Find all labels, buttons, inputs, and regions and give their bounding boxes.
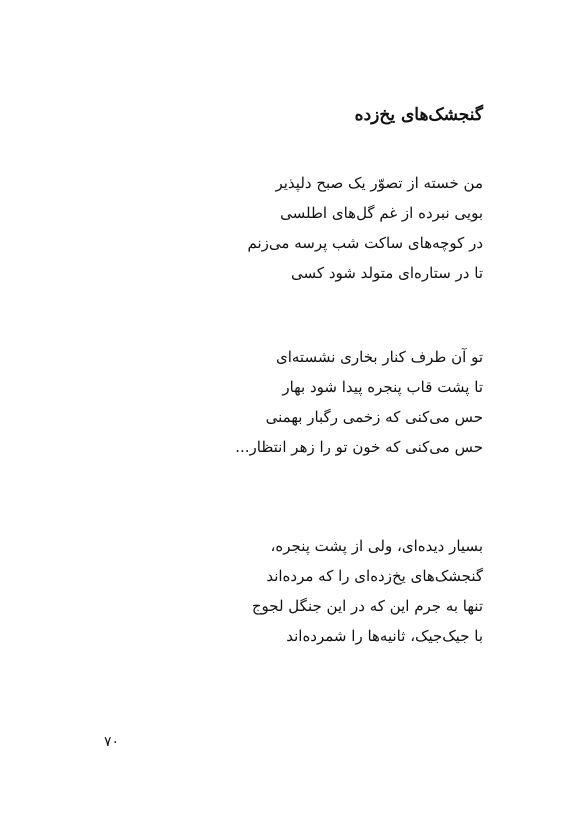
poem-line: حس می‌کنی که زخمی رگبار بهمنی	[265, 408, 483, 426]
poem-line: تو آن طرف کنار بخاری نشسته‌ای	[275, 348, 483, 366]
poem-title: گنجشک‌های یخ‌زده	[354, 105, 483, 125]
poem-line: بویی نبرده از غم گل‌های اطلسی	[280, 204, 483, 222]
poem-line: گنجشک‌های یخ‌زده‌ای را که مرده‌اند	[266, 567, 483, 585]
poem-line: بسیار دیده‌ای، ولی از پشت پنجره،	[270, 537, 483, 555]
poem-line: من خسته از تصوّر یک صبح دلپذیر	[275, 174, 483, 192]
poem-line: تا در ستاره‌ای متولد شود کسی	[291, 264, 483, 282]
stanza-1	[83, 168, 483, 288]
poem-line: با جیک‌جیک، ثانیه‌ها را شمرده‌اند	[286, 627, 483, 645]
page-number: ۷۰	[104, 734, 120, 750]
poem-line: تنها به جرم این که در این جنگل لجوج	[251, 597, 483, 615]
poem-line: تا پشت قاب پنجره پیدا شود بهار	[282, 378, 483, 396]
stanza-3	[83, 531, 483, 651]
poem-line: حس می‌کنی که خون تو را زهر انتظار...	[235, 438, 483, 456]
poem-line: در کوچه‌های ساکت شب پرسه می‌زنم	[247, 234, 483, 252]
stanza-2	[83, 342, 483, 462]
